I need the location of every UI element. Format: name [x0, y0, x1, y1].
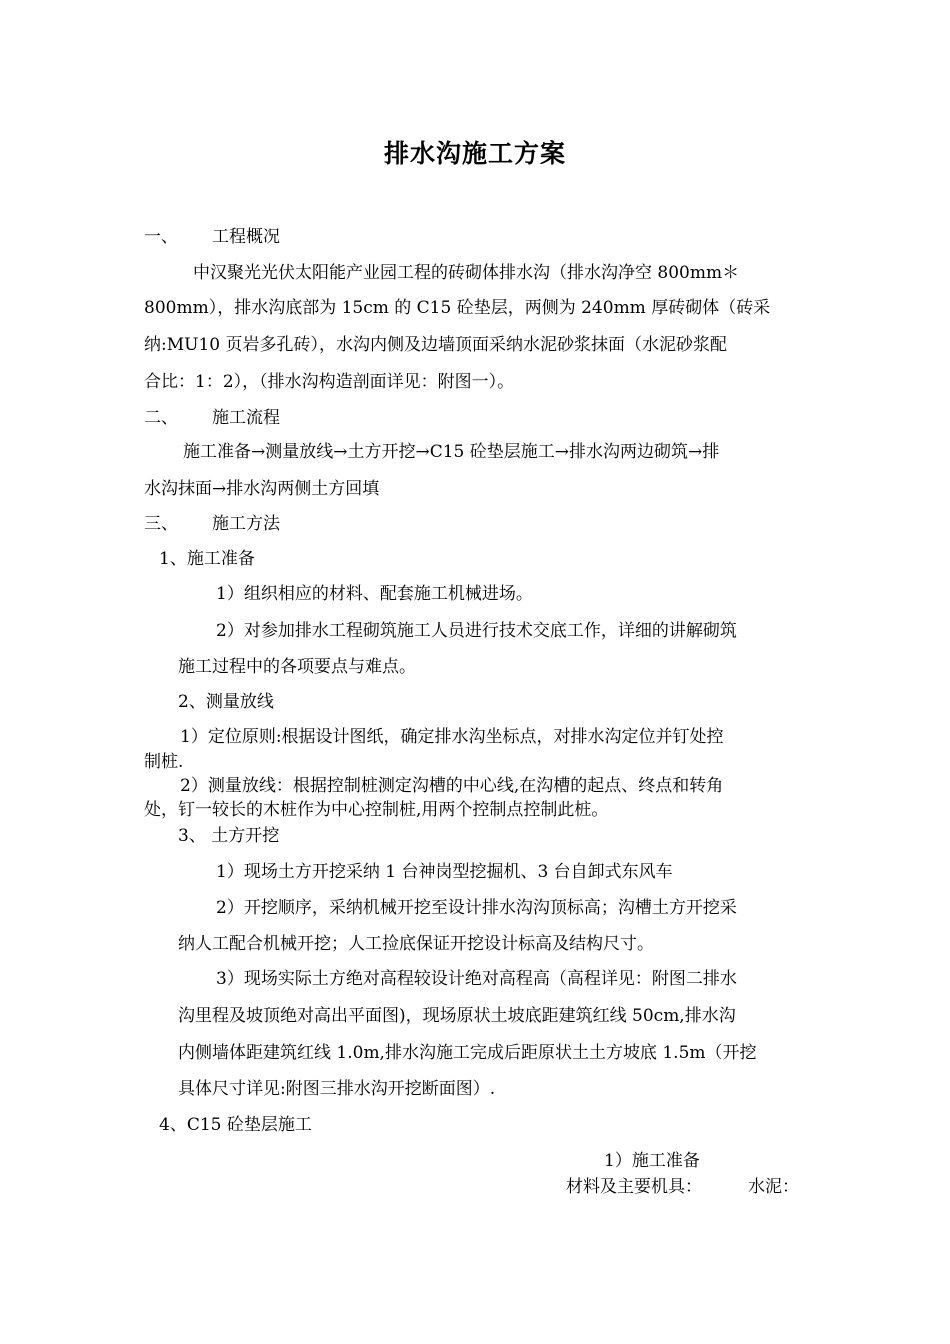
list-item: 1）现场土方开挖采纳 1 台神岗型挖掘机、3 台自卸式东风车 [216, 862, 673, 882]
section-heading-2 [144, 407, 280, 429]
subsection-heading: 4、C15 砼垫层施工 [159, 1115, 312, 1135]
list-item: 1）组织相应的材料、配套施工机械进场。 [216, 584, 533, 604]
section-heading-3 [144, 513, 280, 535]
subsection-heading: 3、 土方开挖 [178, 826, 280, 846]
paragraph-line: 施工准备→测量放线→土方开挖→C15 砼垫层施工→排水沟两边砌筑→排 [183, 442, 720, 462]
section-title: 施工流程 [212, 408, 280, 428]
list-item: 1）施工准备 [604, 1151, 700, 1171]
list-item-continuation: 施工过程中的各项要点与难点。 [178, 657, 416, 677]
section-number: 二、 [144, 408, 178, 428]
list-item-continuation: 沟里程及坡顶绝对高出平面图)，现场原状土坡底距建筑红线 50cm,排水沟 [178, 1006, 736, 1026]
list-item: 2）开挖顺序，采纳机械开挖至设计排水沟沟顶标高；沟槽土方开挖采 [216, 898, 737, 918]
list-item: 3）现场实际土方绝对高程较设计绝对高程高（高程详见：附图二排水 [216, 969, 737, 989]
list-item-continuation: 内侧墙体距建筑红线 1.0m,排水沟施工完成后距原状土土方坡底 1.5m（开挖 [178, 1043, 757, 1063]
list-item: 1）定位原则:根据设计图纸，确定排水沟坐标点，对排水沟定位并钉处控 [180, 727, 724, 747]
section-number: 三、 [144, 514, 178, 534]
section-number: 一、 [144, 227, 178, 247]
list-item-continuation: 纳人工配合机械开挖；人工捡底保证开挖设计标高及结构尺寸。 [178, 934, 654, 954]
paragraph-line: 合比：1：2），（排水沟构造剖面详见：附图一）。 [144, 372, 515, 392]
subsection-heading: 2、测量放线 [178, 692, 274, 712]
list-item: 2）测量放线：根据控制桩测定沟槽的中心线,在沟槽的起点、终点和转角 [180, 776, 724, 796]
list-item: 2）对参加排水工程砌筑施工人员进行技术交底工作，详细的讲解砌筑 [216, 621, 737, 641]
paragraph-line: 纳:MU10 页岩多孔砖），水沟内侧及边墙顶面采纳水泥砂浆抹面（水泥砂浆配 [144, 335, 727, 355]
paragraph-line: 水沟抹面→排水沟两侧土方回填 [144, 479, 380, 499]
section-title: 工程概况 [212, 227, 280, 247]
materials-label: 材料及主要机具： [566, 1177, 702, 1197]
section-heading-1 [144, 226, 280, 248]
list-item-continuation: 制桩. [144, 752, 184, 772]
list-item-continuation: 处，钉一较长的木桩作为中心控制桩,用两个控制点控制此桩。 [144, 800, 609, 820]
paragraph-line: 800mm），排水沟底部为 15cm 的 C15 砼垫层，两侧为 240mm 厚砖砌体（砖采 [144, 298, 771, 318]
cement-label: 水泥： [748, 1177, 799, 1197]
paragraph-line: 中汉聚光光伏太阳能产业园工程的砖砌体排水沟（排水沟净空 800mm＊ [193, 263, 740, 283]
section-title: 施工方法 [212, 514, 280, 534]
list-item-continuation: 具体尺寸详见:附图三排水沟开挖断面图）. [178, 1079, 496, 1099]
page-title: 排水沟施工方案 [383, 139, 566, 168]
subsection-heading: 1、施工准备 [159, 549, 255, 569]
